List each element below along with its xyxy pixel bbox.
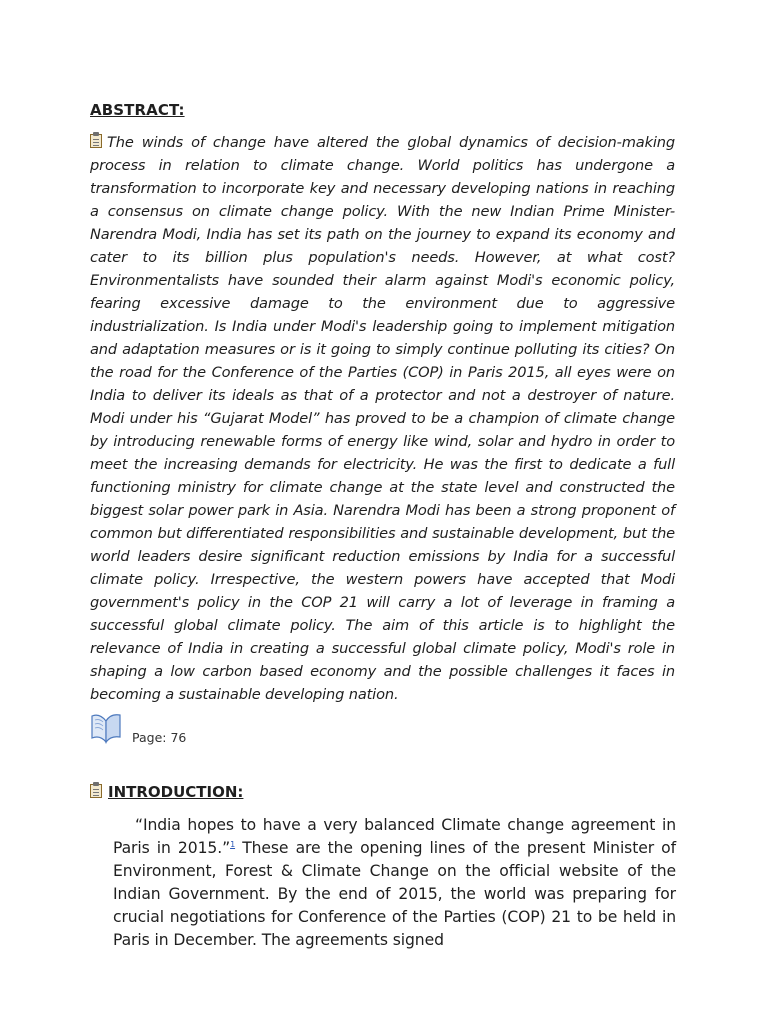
footnote-link[interactable]: 1	[230, 839, 236, 849]
introduction-quote: “India hopes to have a very balanced Climate change agreement in Paris in 2015.”	[113, 816, 676, 857]
introduction-heading	[90, 782, 243, 801]
clipboard-icon	[90, 782, 104, 799]
page-label: Page: 76	[132, 730, 187, 745]
abstract-body	[90, 131, 675, 706]
introduction-text: These are the opening lines of the present Minister of Environment, Forest & Climate Change on the official website of the Indian Government. By the end of 2015, the world was preparing for crucial negotiations for Conference of the Parties (COP) 21 to be held in Paris in December. The agreements signed	[113, 839, 676, 949]
book-icon	[89, 710, 125, 746]
introduction-heading-text: INTRODUCTION:	[108, 783, 244, 801]
abstract-text: The winds of change have altered the global dynamics of decision-making process in relation to climate change. World politics has undergone a transformation to incorporate key and necessary developing nations in reaching a consensus on climate change policy. With the new Indian Prime Minister-Narendra Modi, India has set its path on the journey to expand its economy and cater to its billion plus population's needs. However, at what cost? Environmentalists have sounded their alarm against Modi's economic policy, fearing excessive damage to the environment due to aggressive industrialization. Is India under Modi's leadership going to implement mitigation and adaptation measures or is it going to simply continue polluting its cities? On the road for the Conference of the Parties (COP) in Paris 2015, all eyes were on India to deliver its ideals as that of a protector and not a destroyer of nature. Modi under his “Gujarat Model” has proved to be a champion of climate change by introducing renewable forms of energy like wind, solar and hydro in order to meet the increasing demands for electricity. He was the first to dedicate a full functioning ministry for climate change at the state level and constructed the biggest solar power park in Asia. Narendra Modi has been a strong proponent of common but differentiated responsibilities and sustainable development, but the world leaders desire significant reduction emissions by India for a successful climate policy. Irrespective, the western powers have accepted that Modi government's policy in the COP 21 will carry a lot of leverage in framing a successful global climate policy. The aim of this article is to highlight the relevance of India in creating a successful global climate policy, Modi's role in shaping a low carbon based economy and the possible challenges it faces in becoming a sustainable developing nation.	[90, 134, 675, 703]
abstract-heading: ABSTRACT:	[90, 101, 185, 119]
introduction-body	[113, 814, 676, 952]
clipboard-icon	[90, 132, 104, 149]
